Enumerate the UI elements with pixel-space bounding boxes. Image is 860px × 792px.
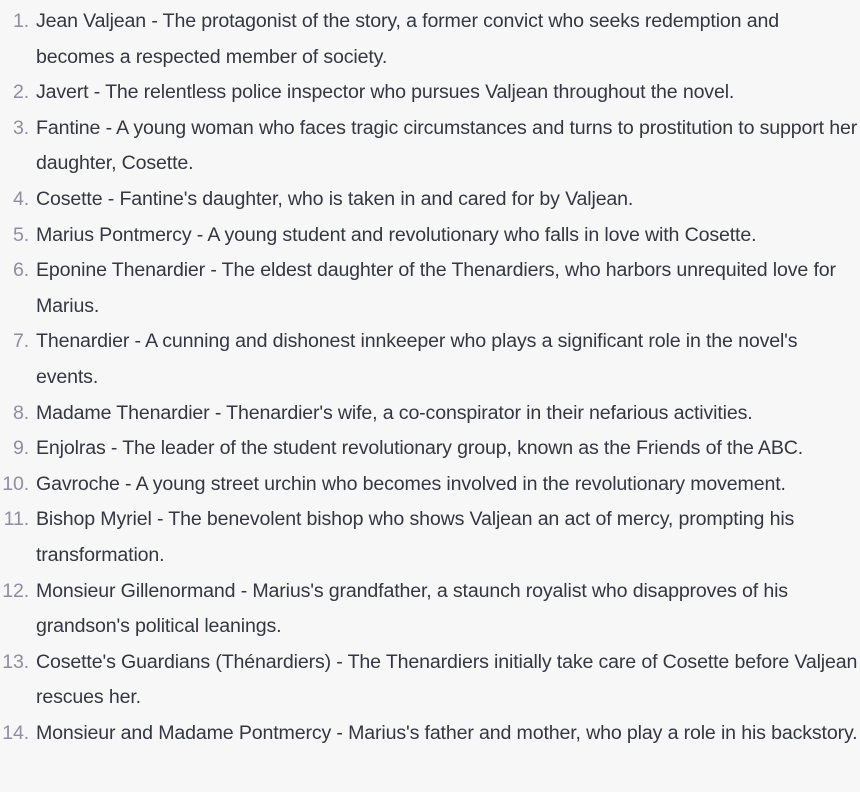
list-item [0, 431, 860, 467]
list-item [0, 645, 860, 716]
list-item [0, 253, 860, 324]
list-item-number: 13. [2, 650, 29, 673]
list-item [0, 182, 860, 218]
list-item-number: 4. [12, 187, 29, 210]
list-item-number: 9. [12, 437, 29, 460]
list-item [0, 467, 860, 503]
list-item-text: Enjolras - The leader of the student revolutionary group, known as the Friends of the ABC. [36, 437, 804, 460]
list-item-number: 2. [12, 81, 29, 104]
list-item-text: Fantine - A young woman who faces tragic circumstances and turns to prostitution to support her daughter, Cosette. [36, 116, 858, 175]
list-item-text: Cosette - Fantine's daughter, who is taken in and cared for by Valjean. [36, 187, 634, 210]
list-item-text: Marius Pontmercy - A young student and revolutionary who falls in love with Cosette. [36, 223, 757, 246]
list-item-number: 1. [12, 10, 29, 32]
list-item-number: 5. [12, 223, 29, 246]
list-item-text: Madame Thenardier - Thenardier's wife, a co-conspirator in their nefarious activities. [36, 401, 753, 424]
list-item-number: 10. [2, 472, 29, 495]
list-item-number: 11. [3, 508, 29, 531]
list-item [0, 218, 860, 254]
list-item [0, 396, 860, 432]
list-item [0, 574, 860, 645]
list-item-number: 3. [12, 116, 29, 139]
list-item-number: 8. [12, 401, 29, 424]
character-list [0, 4, 860, 751]
list-item [0, 111, 860, 182]
list-item-text: Bishop Myriel - The benevolent bishop who shows Valjean an act of mercy, prompting his transformation. [36, 508, 795, 566]
list-item-text: Thenardier - A cunning and dishonest innkeeper who plays a significant role in the novel's events. [36, 330, 798, 388]
list-item [0, 324, 860, 395]
list-item-text: Monsieur Gillenormand - Marius's grandfather, a staunch royalist who disapproves of his grandson's political leanings. [36, 579, 788, 638]
list-item-text: Javert - The relentless police inspector who pursues Valjean throughout the novel. [36, 81, 735, 104]
list-item [0, 4, 860, 75]
list-item-number: 6. [12, 259, 29, 282]
list-item [0, 716, 860, 752]
list-item [0, 502, 860, 573]
list-item-number: 7. [12, 330, 29, 353]
list-item-text: Cosette's Guardians (Thénardiers) - The Thenardiers initially take care of Cosette before Valjean rescues her. [36, 650, 858, 709]
list-item-text: Monsieur and Madame Pontmercy - Marius's father and mother, who play a role in his backstory. [36, 721, 858, 744]
list-item-number: 12. [2, 579, 29, 602]
list-item-text: Eponine Thenardier - The eldest daughter of the Thenardiers, who harbors unrequited love for Marius. [36, 259, 836, 317]
list-item-number: 14. [2, 721, 29, 744]
list-item [0, 75, 860, 111]
list-item-text: Jean Valjean - The protagonist of the story, a former convict who seeks redemption and becomes a respected member of society. [36, 10, 779, 68]
list-item-text: Gavroche - A young street urchin who becomes involved in the revolutionary movement. [36, 472, 786, 495]
